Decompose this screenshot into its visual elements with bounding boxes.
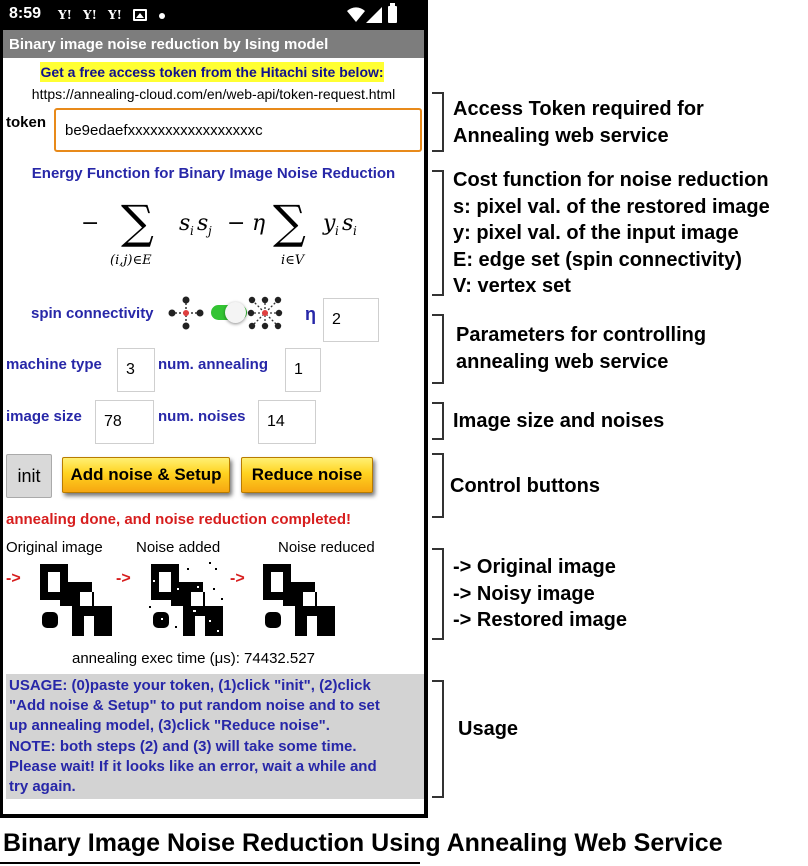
token-input[interactable] xyxy=(54,108,422,152)
annotation-control xyxy=(450,473,600,500)
annotation-line: Annealing web service xyxy=(453,124,669,147)
reduced-image-caption: Noise reduced xyxy=(278,539,375,556)
annotation-line: -> Restored image xyxy=(453,609,627,631)
arrow-icon: -> xyxy=(6,570,21,587)
annotation-usage xyxy=(458,716,518,743)
svg-text:j: j xyxy=(208,224,212,238)
annotation-line: y: pixel val. of the input image xyxy=(453,222,739,244)
svg-text:−: − xyxy=(81,211,100,236)
annotation-images xyxy=(453,554,627,634)
num-annealing-label: num. annealing xyxy=(158,356,269,373)
app-title: Binary image noise reduction by Ising model xyxy=(9,36,329,53)
bracket-params xyxy=(432,314,444,384)
energy-function-title: Energy Function for Binary Image Noise Reduction xyxy=(31,165,396,182)
usage-line: up annealing model, (3)click "Reduce noise". xyxy=(9,717,330,735)
restored-image xyxy=(259,560,339,640)
eta-label: η xyxy=(305,304,316,324)
status-time: 8:59 xyxy=(9,5,42,22)
annotation-size xyxy=(453,408,664,435)
annotation-line: Cost function for noise reduction xyxy=(453,169,769,191)
svg-text:∑: ∑ xyxy=(121,195,154,249)
image-size-label: image size xyxy=(6,408,82,425)
svg-text:i: i xyxy=(353,224,357,238)
annotation-line: Control buttons xyxy=(450,475,600,497)
annotation-token xyxy=(453,96,704,149)
bracket-images xyxy=(432,548,444,640)
annotation-params xyxy=(456,322,706,375)
svg-text:y: y xyxy=(323,211,336,236)
token-note: Get a free access token from the Hitachi site below: xyxy=(40,64,384,80)
machine-type-label: machine type xyxy=(6,356,102,373)
annotation-line: Parameters for controlling xyxy=(456,324,707,346)
usage-line: Please wait! If it looks like an error, wait a while and xyxy=(9,757,377,775)
app-title-bar xyxy=(3,30,424,58)
battery-icon xyxy=(388,6,397,23)
image-size-input[interactable] xyxy=(95,400,154,444)
num-noises-input[interactable] xyxy=(258,400,316,444)
arrow-icon: -> xyxy=(116,570,131,587)
eight-connectivity-icon xyxy=(247,296,283,330)
usage-line: USAGE: (0)paste your token, (1)click "init", (2)click xyxy=(9,677,371,694)
noisy-image-caption: Noise added xyxy=(136,539,221,556)
energy-formula xyxy=(63,190,383,270)
usage-line: NOTE: both steps (2) and (3) will take some time. xyxy=(9,737,357,755)
usage-line: "Add noise & Setup" to put random noise and to set xyxy=(9,697,380,715)
yahoo-icon: Y! xyxy=(83,8,97,22)
annotation-line: -> Original image xyxy=(453,556,616,578)
original-image-caption: Original image xyxy=(6,539,103,556)
status-bar xyxy=(3,0,424,30)
spin-connectivity-label: spin connectivity xyxy=(31,305,154,322)
bracket-control xyxy=(432,453,444,518)
bracket-size xyxy=(432,402,444,440)
bracket-token xyxy=(432,92,444,152)
svg-text:s: s xyxy=(179,211,191,236)
svg-text:i∈V: i∈V xyxy=(281,253,305,268)
reduce-noise-button[interactable]: Reduce noise xyxy=(241,457,373,493)
toggle-thumb[interactable] xyxy=(225,302,246,323)
annotation-line: -> Noisy image xyxy=(453,582,595,605)
bracket-usage xyxy=(432,680,444,798)
divider xyxy=(0,862,420,864)
original-image xyxy=(36,560,116,640)
usage-box xyxy=(6,674,424,799)
machine-type-input[interactable] xyxy=(117,348,155,392)
init-button[interactable]: init xyxy=(6,454,52,498)
token-label: token xyxy=(6,114,47,131)
yahoo-icon: Y! xyxy=(58,8,72,22)
annotation-line: Access Token required for xyxy=(453,98,704,120)
exec-time-label: annealing exec time (μs): 74432.527 xyxy=(72,650,315,667)
bracket-cost xyxy=(432,170,444,296)
token-url-link[interactable]: https://annealing-cloud.com/en/web-api/token-request.html xyxy=(31,86,396,102)
svg-text:−: − xyxy=(227,211,246,236)
signal-icon xyxy=(366,7,382,23)
phone-screen xyxy=(3,0,424,814)
svg-text:i: i xyxy=(335,224,339,238)
annotation-line: annealing web service xyxy=(456,350,669,373)
noisy-image xyxy=(147,560,227,640)
annotation-line: E: edge set (spin connectivity) xyxy=(453,248,742,271)
annotation-cost xyxy=(453,167,770,300)
eta-input[interactable] xyxy=(323,298,379,342)
svg-text:s: s xyxy=(197,211,209,236)
svg-text:i: i xyxy=(190,224,194,238)
gallery-icon xyxy=(133,9,147,21)
svg-text:(i,j)∈E: (i,j)∈E xyxy=(110,253,152,268)
status-message: annealing done, and noise reduction completed! xyxy=(6,511,352,528)
annotation-line: s: pixel val. of the restored image xyxy=(453,195,770,218)
svg-text:∑: ∑ xyxy=(273,195,306,249)
wifi-icon xyxy=(347,7,365,23)
yahoo-icon: Y! xyxy=(108,8,122,22)
dot-icon xyxy=(159,13,165,19)
arrow-icon: -> xyxy=(230,570,245,587)
num-noises-label: num. noises xyxy=(158,408,246,425)
annotation-line: V: vertex set xyxy=(453,275,571,297)
usage-line: try again. xyxy=(9,778,76,796)
usage-text xyxy=(9,676,421,797)
svg-text:s: s xyxy=(342,211,354,236)
add-noise-setup-button[interactable]: Add noise & Setup xyxy=(62,457,230,493)
svg-text:η: η xyxy=(252,211,266,236)
four-connectivity-icon xyxy=(168,296,204,330)
num-annealing-input[interactable] xyxy=(285,348,321,392)
figure-title: Binary Image Noise Reduction Using Annealing Web Service xyxy=(3,829,723,857)
annotation-line: Usage xyxy=(458,718,519,740)
annotation-line: Image size and noises xyxy=(453,410,665,432)
